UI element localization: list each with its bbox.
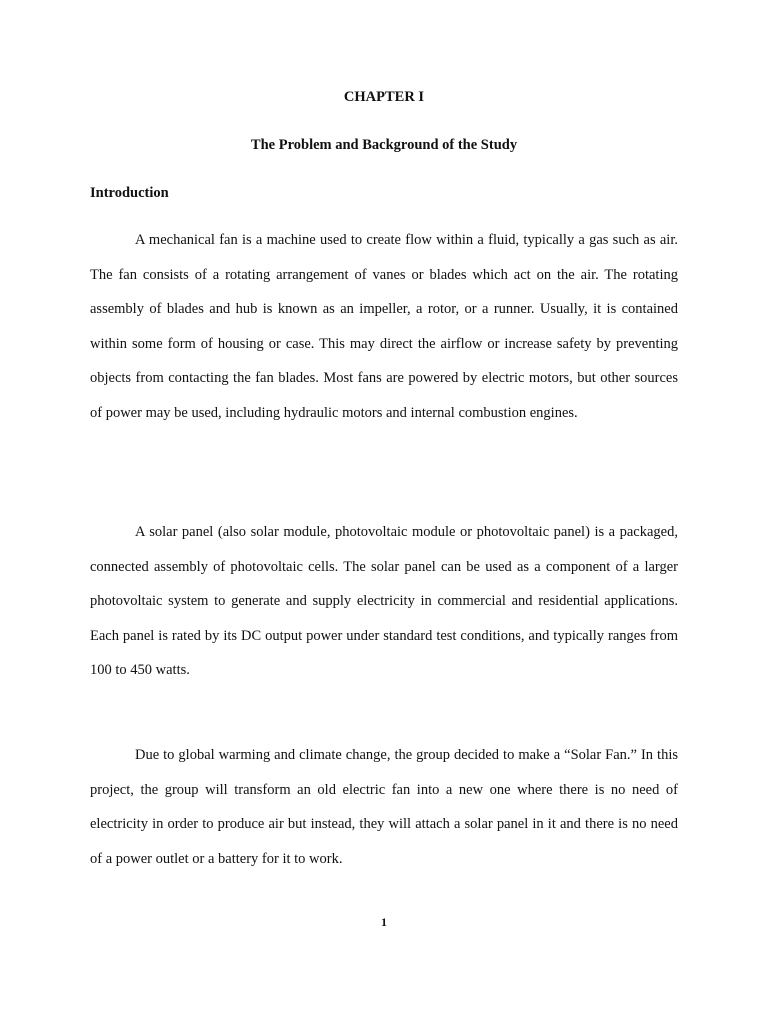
paragraph-mechanical-fan: A mechanical fan is a machine used to create flow within a fluid, typically a gas such as air. The fan consists of a rotating arrangement of vanes or blades which act on the air. The rotating assembly of blades and hub is known as an impeller, a rotor, or a runner. Usually, it is contained within some form of housing or case. This may direct the airflow or increase safety by preventing objects from contacting the fan blades. Most fans are powered by electric motors, but other sources of power may be used, including hydraulic motors and internal combustion engines. [90,232,678,421]
paragraph-solar-fan-project: Due to global warming and climate change, the group decided to make a “Solar Fan.” In this project, the group will transform an old electric fan into a new one where there is no need of electricity in order to produce air but instead, they will attach a solar panel in it and there is no need of a power outlet or a battery for it to work. [90,747,678,867]
chapter-title: The Problem and Background of the Study [250,137,518,153]
page-number: 1 [381,915,387,929]
section-heading: Introduction [90,185,169,201]
chapter-heading: CHAPTER I [343,89,425,105]
paragraph-solar-panel: A solar panel (also solar module, photovoltaic module or photovoltaic panel) is a packaged, connected assembly of photovoltaic cells. The solar panel can be used as a component of a larger photovoltaic system to generate and supply electricity in commercial and residential applications. Each panel is rated by its DC output power under standard test conditions, and typically ranges from 100 to 450 watts. [90,524,678,678]
